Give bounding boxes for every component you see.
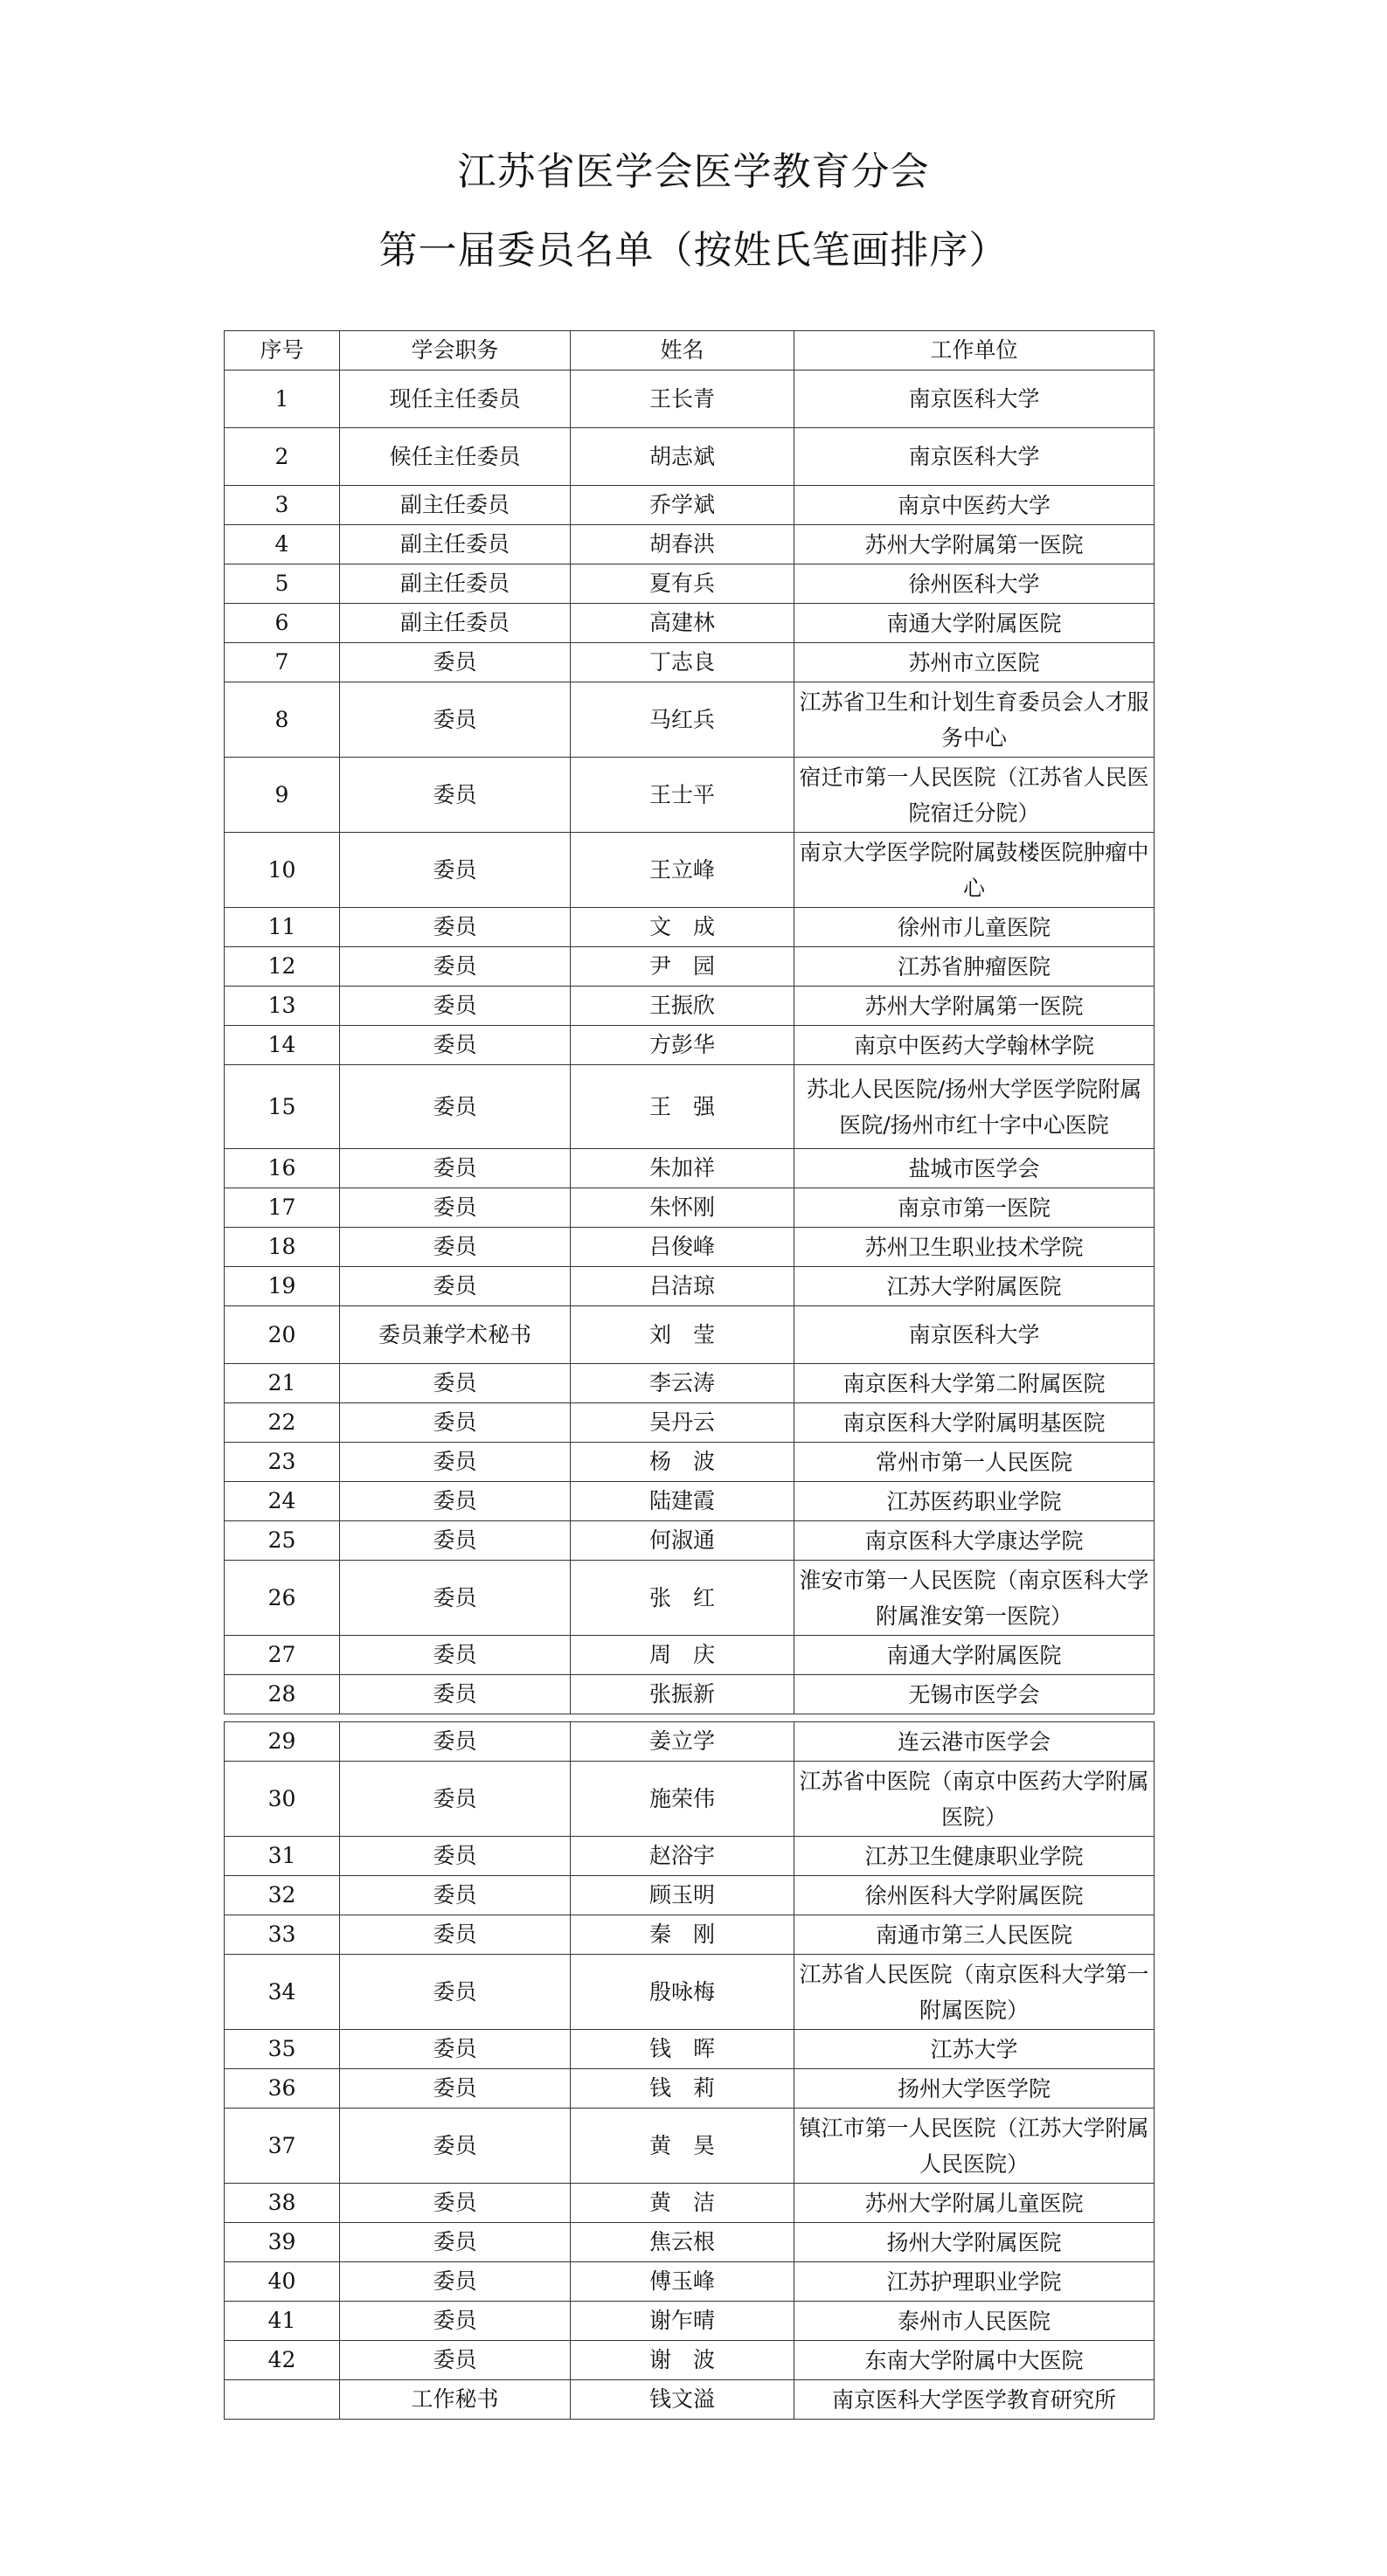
cell-unit: 徐州医科大学 xyxy=(794,564,1155,604)
cell-unit: 苏州市立医院 xyxy=(794,643,1155,682)
table-row xyxy=(225,1306,1155,1364)
cell-name: 胡志斌 xyxy=(571,428,794,486)
cell-name: 秦 刚 xyxy=(571,1915,794,1955)
cell-no: 25 xyxy=(225,1521,340,1561)
cell-no: 27 xyxy=(225,1636,340,1675)
cell-name: 尹 园 xyxy=(571,947,794,987)
cell-unit: 南通市第三人民医院 xyxy=(794,1915,1155,1955)
table-row xyxy=(225,833,1155,908)
table-row xyxy=(225,1837,1155,1876)
cell-unit: 连云港市医学会 xyxy=(794,1722,1155,1762)
cell-no: 8 xyxy=(225,682,340,758)
cell-role: 委员 xyxy=(340,908,571,947)
table-row xyxy=(225,1482,1155,1521)
table-row xyxy=(225,1675,1155,1714)
table-row xyxy=(225,1443,1155,1482)
cell-role: 委员 xyxy=(340,1403,571,1443)
cell-unit: 徐州医科大学附属医院 xyxy=(794,1876,1155,1915)
cell-unit: 东南大学附属中大医院 xyxy=(794,2341,1155,2380)
cell-no: 41 xyxy=(225,2302,340,2341)
cell-no: 24 xyxy=(225,1482,340,1521)
cell-unit: 南京中医药大学 xyxy=(794,486,1155,525)
cell-role: 现任主任委员 xyxy=(340,370,571,428)
cell-name: 顾玉明 xyxy=(571,1876,794,1915)
cell-role: 委员 xyxy=(340,1149,571,1188)
table-row xyxy=(225,1561,1155,1636)
member-table-body xyxy=(225,370,1155,1714)
cell-no: 17 xyxy=(225,1188,340,1228)
table-row xyxy=(225,2302,1155,2341)
cell-name: 夏有兵 xyxy=(571,564,794,604)
table-row xyxy=(225,1149,1155,1188)
cell-name: 钱 莉 xyxy=(571,2069,794,2109)
cell-name: 王振欣 xyxy=(571,987,794,1026)
table-row xyxy=(225,1521,1155,1561)
cell-name: 吕洁琼 xyxy=(571,1267,794,1306)
page-title: 江苏省医学会医学教育分会 xyxy=(457,149,930,194)
cell-name: 乔学斌 xyxy=(571,486,794,525)
cell-unit: 江苏卫生健康职业学院 xyxy=(794,1837,1155,1876)
cell-role: 委员 xyxy=(340,987,571,1026)
cell-no: 15 xyxy=(225,1065,340,1149)
cell-role: 委员 xyxy=(340,2109,571,2184)
cell-no xyxy=(225,2380,340,2420)
table-row xyxy=(225,564,1155,604)
cell-name: 张振新 xyxy=(571,1675,794,1714)
cell-role: 候任主任委员 xyxy=(340,428,571,486)
cell-unit: 南京医科大学第二附属医院 xyxy=(794,1364,1155,1403)
cell-unit: 江苏医药职业学院 xyxy=(794,1482,1155,1521)
cell-name: 胡春洪 xyxy=(571,525,794,564)
table-row xyxy=(225,987,1155,1026)
table-row xyxy=(225,908,1155,947)
table-row xyxy=(225,370,1155,428)
cell-name: 施荣伟 xyxy=(571,1762,794,1837)
cell-name: 吕俊峰 xyxy=(571,1228,794,1267)
cell-role: 委员兼学术秘书 xyxy=(340,1306,571,1364)
table-row xyxy=(225,1403,1155,1443)
page-subtitle: 第一届委员名单（按姓氏笔画排序） xyxy=(378,228,1009,273)
table-row xyxy=(225,2109,1155,2184)
cell-role: 委员 xyxy=(340,1521,571,1561)
cell-unit: 南京大学医学院附属鼓楼医院肿瘤中心 xyxy=(794,833,1155,908)
cell-no: 5 xyxy=(225,564,340,604)
cell-name: 高建林 xyxy=(571,604,794,643)
cell-name: 谢 波 xyxy=(571,2341,794,2380)
cell-unit: 南京医科大学附属明基医院 xyxy=(794,1403,1155,1443)
cell-no: 29 xyxy=(225,1722,340,1762)
cell-role: 委员 xyxy=(340,1837,571,1876)
table-row xyxy=(225,1026,1155,1065)
cell-role: 委员 xyxy=(340,1636,571,1675)
cell-role: 委员 xyxy=(340,2184,571,2223)
table-header-row xyxy=(225,331,1155,370)
cell-unit: 苏州卫生职业技术学院 xyxy=(794,1228,1155,1267)
table-row xyxy=(225,428,1155,486)
cell-role: 委员 xyxy=(340,1065,571,1149)
cell-unit: 苏州大学附属第一医院 xyxy=(794,525,1155,564)
member-table xyxy=(224,330,1155,1714)
cell-no: 6 xyxy=(225,604,340,643)
cell-name: 朱加祥 xyxy=(571,1149,794,1188)
header-role: 学会职务 xyxy=(340,331,571,370)
cell-name: 朱怀刚 xyxy=(571,1188,794,1228)
table-row xyxy=(225,1364,1155,1403)
cell-no: 36 xyxy=(225,2069,340,2109)
cell-name: 王 强 xyxy=(571,1065,794,1149)
cell-role: 委员 xyxy=(340,1762,571,1837)
cell-no: 1 xyxy=(225,370,340,428)
cell-no: 38 xyxy=(225,2184,340,2223)
cell-no: 2 xyxy=(225,428,340,486)
cell-role: 委员 xyxy=(340,1443,571,1482)
cell-name: 周 庆 xyxy=(571,1636,794,1675)
table-row xyxy=(225,1762,1155,1837)
table-row xyxy=(225,947,1155,987)
cell-role: 委员 xyxy=(340,2262,571,2302)
table-row xyxy=(225,1065,1155,1149)
cell-no: 30 xyxy=(225,1762,340,1837)
cell-unit: 无锡市医学会 xyxy=(794,1675,1155,1714)
cell-no: 21 xyxy=(225,1364,340,1403)
cell-unit: 江苏大学 xyxy=(794,2030,1155,2069)
table-row xyxy=(225,2341,1155,2380)
table-row xyxy=(225,1722,1155,1762)
table-row xyxy=(225,1955,1155,2030)
cell-role: 副主任委员 xyxy=(340,525,571,564)
cell-name: 丁志良 xyxy=(571,643,794,682)
table-row xyxy=(225,1915,1155,1955)
cell-role: 委员 xyxy=(340,1364,571,1403)
cell-unit: 扬州大学附属医院 xyxy=(794,2223,1155,2262)
cell-name: 王立峰 xyxy=(571,833,794,908)
cell-no: 35 xyxy=(225,2030,340,2069)
cell-unit: 宿迁市第一人民医院（江苏省人民医院宿迁分院） xyxy=(794,758,1155,833)
cell-role: 委员 xyxy=(340,833,571,908)
member-table-continued xyxy=(224,1721,1155,2420)
cell-no: 42 xyxy=(225,2341,340,2380)
table-row xyxy=(225,1636,1155,1675)
member-table-body-continued xyxy=(225,1722,1155,2420)
cell-no: 7 xyxy=(225,643,340,682)
header-no: 序号 xyxy=(225,331,340,370)
cell-role: 委员 xyxy=(340,643,571,682)
cell-role: 委员 xyxy=(340,1228,571,1267)
cell-name: 赵浴宇 xyxy=(571,1837,794,1876)
cell-role: 工作秘书 xyxy=(340,2380,571,2420)
cell-no: 20 xyxy=(225,1306,340,1364)
cell-role: 委员 xyxy=(340,682,571,758)
cell-unit: 南京市第一医院 xyxy=(794,1188,1155,1228)
cell-unit: 泰州市人民医院 xyxy=(794,2302,1155,2341)
cell-unit: 苏州大学附属第一医院 xyxy=(794,987,1155,1026)
cell-role: 委员 xyxy=(340,1675,571,1714)
cell-no: 11 xyxy=(225,908,340,947)
cell-unit: 南通大学附属医院 xyxy=(794,604,1155,643)
cell-role: 委员 xyxy=(340,1267,571,1306)
table-row xyxy=(225,2223,1155,2262)
cell-name: 黄 洁 xyxy=(571,2184,794,2223)
cell-no: 34 xyxy=(225,1955,340,2030)
cell-name: 钱 晖 xyxy=(571,2030,794,2069)
cell-no: 28 xyxy=(225,1675,340,1714)
cell-no: 3 xyxy=(225,486,340,525)
cell-name: 刘 莹 xyxy=(571,1306,794,1364)
cell-no: 26 xyxy=(225,1561,340,1636)
cell-unit: 江苏大学附属医院 xyxy=(794,1267,1155,1306)
cell-no: 16 xyxy=(225,1149,340,1188)
table-row xyxy=(225,2262,1155,2302)
cell-unit: 江苏护理职业学院 xyxy=(794,2262,1155,2302)
cell-unit: 苏北人民医院/扬州大学医学院附属医院/扬州市红十字中心医院 xyxy=(794,1065,1155,1149)
cell-unit: 南京医科大学 xyxy=(794,370,1155,428)
cell-name: 方彭华 xyxy=(571,1026,794,1065)
cell-unit: 镇江市第一人民医院（江苏大学附属人民医院） xyxy=(794,2109,1155,2184)
cell-role: 委员 xyxy=(340,2069,571,2109)
cell-no: 10 xyxy=(225,833,340,908)
cell-role: 委员 xyxy=(340,1722,571,1762)
table-row xyxy=(225,1228,1155,1267)
cell-name: 谢乍晴 xyxy=(571,2302,794,2341)
cell-unit: 南京医科大学医学教育研究所 xyxy=(794,2380,1155,2420)
cell-no: 9 xyxy=(225,758,340,833)
cell-role: 副主任委员 xyxy=(340,564,571,604)
cell-name: 王长青 xyxy=(571,370,794,428)
cell-role: 委员 xyxy=(340,1026,571,1065)
cell-unit: 南京医科大学康达学院 xyxy=(794,1521,1155,1561)
table-row xyxy=(225,758,1155,833)
cell-no: 19 xyxy=(225,1267,340,1306)
table-row xyxy=(225,2184,1155,2223)
table-row xyxy=(225,643,1155,682)
table-row xyxy=(225,604,1155,643)
table-row xyxy=(225,2380,1155,2420)
table-row xyxy=(225,1267,1155,1306)
header-name: 姓名 xyxy=(571,331,794,370)
cell-name: 傅玉峰 xyxy=(571,2262,794,2302)
cell-role: 委员 xyxy=(340,2302,571,2341)
cell-role: 委员 xyxy=(340,1915,571,1955)
cell-no: 13 xyxy=(225,987,340,1026)
cell-name: 马红兵 xyxy=(571,682,794,758)
cell-name: 黄 昊 xyxy=(571,2109,794,2184)
cell-name: 王士平 xyxy=(571,758,794,833)
cell-no: 18 xyxy=(225,1228,340,1267)
cell-no: 12 xyxy=(225,947,340,987)
cell-name: 焦云根 xyxy=(571,2223,794,2262)
table-row xyxy=(225,1876,1155,1915)
cell-name: 杨 波 xyxy=(571,1443,794,1482)
cell-no: 32 xyxy=(225,1876,340,1915)
cell-role: 副主任委员 xyxy=(340,486,571,525)
table-row xyxy=(225,2030,1155,2069)
cell-unit: 南京医科大学 xyxy=(794,1306,1155,1364)
cell-role: 委员 xyxy=(340,758,571,833)
cell-unit: 徐州市儿童医院 xyxy=(794,908,1155,947)
cell-unit: 江苏省卫生和计划生育委员会人才服务中心 xyxy=(794,682,1155,758)
cell-name: 殷咏梅 xyxy=(571,1955,794,2030)
cell-name: 文 成 xyxy=(571,908,794,947)
cell-name: 李云涛 xyxy=(571,1364,794,1403)
cell-name: 何淑通 xyxy=(571,1521,794,1561)
cell-no: 31 xyxy=(225,1837,340,1876)
cell-role: 委员 xyxy=(340,1955,571,2030)
table-row xyxy=(225,682,1155,758)
cell-unit: 江苏省人民医院（南京医科大学第一附属医院） xyxy=(794,1955,1155,2030)
table-row xyxy=(225,2069,1155,2109)
cell-name: 吴丹云 xyxy=(571,1403,794,1443)
table-row xyxy=(225,525,1155,564)
cell-no: 37 xyxy=(225,2109,340,2184)
cell-no: 4 xyxy=(225,525,340,564)
cell-unit: 盐城市医学会 xyxy=(794,1149,1155,1188)
cell-unit: 江苏省肿瘤医院 xyxy=(794,947,1155,987)
cell-no: 22 xyxy=(225,1403,340,1443)
cell-role: 委员 xyxy=(340,1561,571,1636)
cell-role: 委员 xyxy=(340,1482,571,1521)
cell-unit: 南京医科大学 xyxy=(794,428,1155,486)
cell-unit: 南通大学附属医院 xyxy=(794,1636,1155,1675)
cell-name: 张 红 xyxy=(571,1561,794,1636)
table-row xyxy=(225,486,1155,525)
table-row xyxy=(225,1188,1155,1228)
cell-unit: 扬州大学医学院 xyxy=(794,2069,1155,2109)
cell-no: 23 xyxy=(225,1443,340,1482)
cell-no: 39 xyxy=(225,2223,340,2262)
cell-name: 姜立学 xyxy=(571,1722,794,1762)
cell-unit: 南京中医药大学翰林学院 xyxy=(794,1026,1155,1065)
cell-unit: 江苏省中医院（南京中医药大学附属医院） xyxy=(794,1762,1155,1837)
cell-unit: 常州市第一人民医院 xyxy=(794,1443,1155,1482)
cell-role: 委员 xyxy=(340,2223,571,2262)
cell-role: 委员 xyxy=(340,1188,571,1228)
cell-no: 33 xyxy=(225,1915,340,1955)
cell-unit: 淮安市第一人民医院（南京医科大学附属淮安第一医院） xyxy=(794,1561,1155,1636)
cell-unit: 苏州大学附属儿童医院 xyxy=(794,2184,1155,2223)
cell-role: 委员 xyxy=(340,2341,571,2380)
header-unit: 工作单位 xyxy=(794,331,1155,370)
cell-role: 委员 xyxy=(340,1876,571,1915)
cell-no: 40 xyxy=(225,2262,340,2302)
cell-name: 陆建霞 xyxy=(571,1482,794,1521)
cell-name: 钱文溢 xyxy=(571,2380,794,2420)
cell-role: 委员 xyxy=(340,2030,571,2069)
cell-role: 副主任委员 xyxy=(340,604,571,643)
cell-no: 14 xyxy=(225,1026,340,1065)
cell-role: 委员 xyxy=(340,947,571,987)
